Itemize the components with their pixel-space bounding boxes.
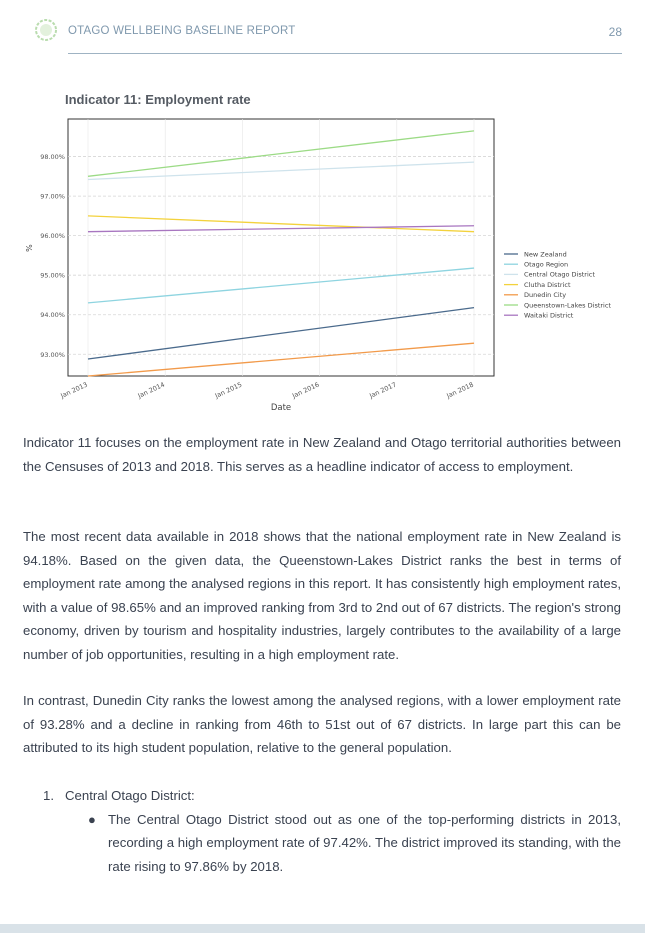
district-list [23,784,621,878]
footer-bar [0,924,645,933]
legend-label: New Zealand [524,250,567,259]
plot-area [68,119,494,376]
legend-label: Queenstown-Lakes District [524,301,611,310]
dunedin-paragraph: In contrast, Dunedin City ranks the lowest among the analysed regions, with a lower employment rate of 93.28% and a decline in ranking from 46th to 51st out of 67 districts. In large part this can be attributed to its high student population, relative to the general population. [23,693,621,755]
national-paragraph: The most recent data available in 2018 shows that the national employment rate in New Zealand is 94.18%. Based on the given data, the Queenstown-Lakes District ranks the best in terms of employment rate among the analysed regions in this report. It has consistently high employment rates, with a value of 98.65% and an improved ranking from 3rd to 2nd out of 67 districts. The region's strong economy, driven by tourism and hospitality industries, largely contributes to the availability of a large number of job opportunities, resulting in a high employment rate. [23,529,621,662]
legend-label: Waitaki District [524,311,574,320]
y-tick-label: 94.00% [40,311,65,320]
list-heading: Central Otago District: [65,788,195,803]
legend-label: Dunedin City [524,291,567,300]
employment-rate-chart [20,110,630,420]
y-tick-label: 95.00% [40,271,65,280]
x-tick-label: Jan 2015 [213,380,244,400]
y-tick-label: 96.00% [40,232,65,241]
leaf-circle-icon [34,18,58,42]
chart-legend [504,250,611,319]
bullet-item [88,808,621,879]
legend-label: Central Otago District [524,270,595,279]
indicator-title: Indicator 11: Employment rate [65,92,251,107]
page-number: 28 [608,25,622,39]
y-axis-label: % [25,244,34,252]
bullet-icon: ● [88,811,96,827]
bullet-text: The Central Otago District stood out as one of the top-performing districts in 2013, recording a high employment rate of 97.42%. The district improved its standing, with the rate rising to 97.86% by 2018. [108,811,621,874]
x-tick-label: Jan 2016 [291,380,321,400]
report-title: OTAGO WELLBEING BASELINE REPORT [68,25,296,37]
x-tick-label: Jan 2017 [368,380,398,400]
header-divider [68,53,622,54]
y-tick-label: 93.00% [40,350,65,359]
x-axis-label: Date [270,403,292,413]
x-tick-label: Jan 2018 [445,380,475,400]
x-tick-labels [59,381,475,401]
legend-label: Clutha District [524,280,571,289]
list-number: 1. [43,788,54,803]
x-tick-label: Jan 2014 [136,380,167,400]
page-header [0,0,645,60]
y-tick-label: 98.00% [40,153,65,162]
x-tick-label: Jan 2013 [59,380,89,400]
list-item [23,784,621,808]
legend-label: Otago Region [524,260,569,269]
y-tick-label: 97.00% [40,192,65,201]
y-tick-labels [40,153,65,359]
intro-paragraph: Indicator 11 focuses on the employment rate in New Zealand and Otago territorial authorities between the Censuses of 2013 and 2018. This serves as a headline indicator of access to employment. [23,435,621,474]
